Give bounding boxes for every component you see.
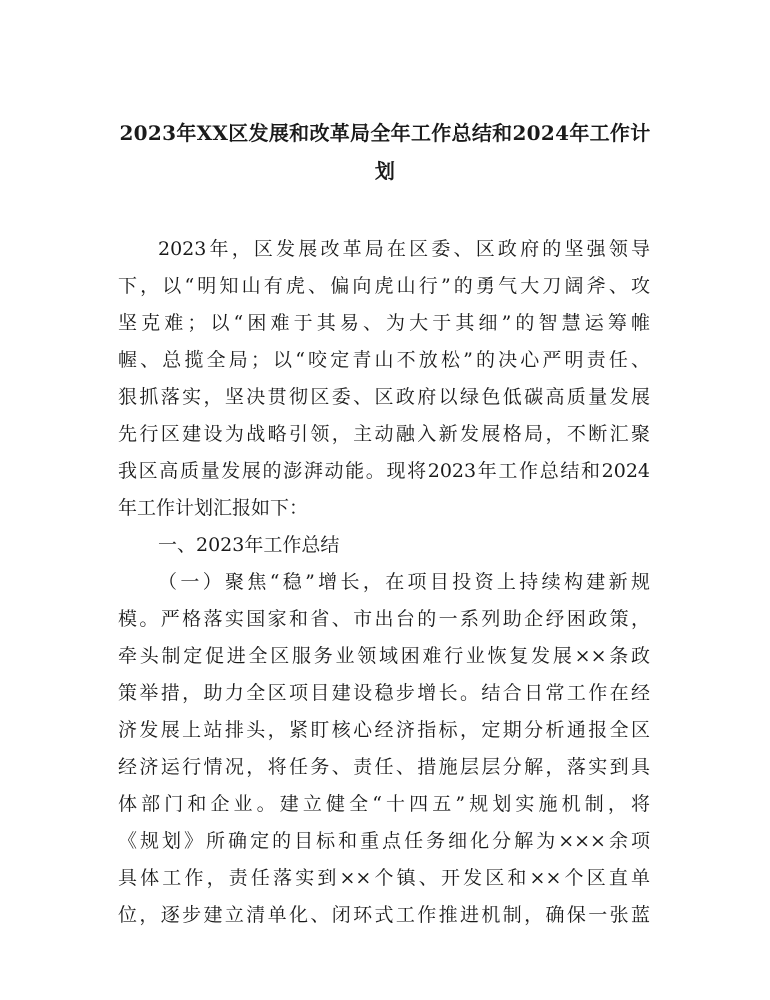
paragraph-line: 下，以“明知山有虎、偏向虎山行”的勇气大刀阔斧、攻 xyxy=(118,275,650,297)
paragraph-line: 策举措，助力全区项目建设稳步增长。结合日常工作在经 xyxy=(118,682,650,704)
paragraph-line: 狠抓落实，坚决贯彻区委、区政府以绿色低碳高质量发展 xyxy=(118,386,650,408)
paragraph-line: 我区高质量发展的澎湃动能。现将2023年工作总结和2024 xyxy=(118,460,650,482)
paragraph-line: 体部门和企业。建立健全“十四五”规划实施机制，将 xyxy=(118,793,650,815)
paragraph-line: 先行区建设为战略引领，主动融入新发展格局，不断汇聚 xyxy=(118,423,650,445)
paragraph-line: 《规划》所确定的目标和重点任务细化分解为×××余项 xyxy=(118,830,650,852)
paragraph-line: 具体工作，责任落实到××个镇、开发区和××个区直单 xyxy=(118,867,650,889)
paragraph-line: 经济运行情况，将任务、责任、措施层层分解，落实到具 xyxy=(118,756,650,778)
paragraph-line: 牵头制定促进全区服务业领域困难行业恢复发展××条政 xyxy=(118,645,650,667)
paragraph-line: 位，逐步建立清单化、闭环式工作推进机制，确保一张蓝 xyxy=(118,904,650,926)
paragraph-line: 幄、总揽全局；以“咬定青山不放松”的决心严明责任、 xyxy=(118,349,650,371)
paragraph-line: 年工作计划汇报如下： xyxy=(118,497,309,519)
document-title-line-1: 2023年XX区发展和改革局全年工作总结和2024年工作计 xyxy=(119,121,651,145)
paragraph-line: 济发展上站排头，紧盯核心经济指标，定期分析通报全区 xyxy=(118,719,650,741)
paragraph-line: 模。严格落实国家和省、市出台的一系列助企纾困政策， xyxy=(118,608,650,630)
paragraph-line: 坚克难；以“困难于其易、为大于其细”的智慧运筹帷 xyxy=(118,312,650,334)
paragraph-line: 2023年，区发展改革局在区委、区政府的坚强领导 xyxy=(158,238,650,260)
section-heading: 一、2023年工作总结 xyxy=(158,534,340,556)
document-title-line-2: 划 xyxy=(374,159,396,183)
paragraph-line: （一）聚焦“稳”增长，在项目投资上持续构建新规 xyxy=(158,571,650,593)
